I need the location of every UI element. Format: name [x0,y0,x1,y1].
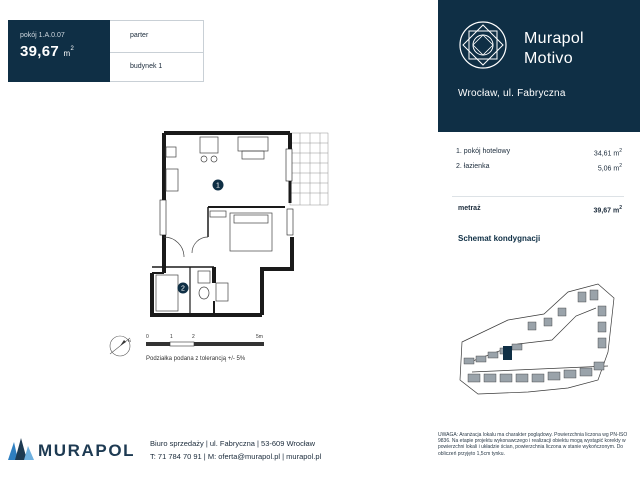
rooms-divider [452,196,624,197]
total-area-row [458,205,622,215]
balcony-hatch [290,133,328,205]
svg-text:2: 2 [181,285,185,293]
room-label: 1. pokój hotelowy [456,148,511,155]
unit-area-value: 39,67 [20,43,60,60]
room-marker-1 [213,180,224,191]
room-row-2 [456,163,622,173]
svg-text:5m: 5m [256,334,263,340]
sales-office-address: Biuro sprzedaży | ul. Fabryczna | 53-609 Wrocław [150,439,316,448]
total-area: 39,67 $m^2$ [593,205,622,215]
murapol-logo-icon [8,438,34,460]
unit-area-unit-sup: 2 [70,46,75,52]
room-row-1 [456,148,622,158]
floor-scheme-map [448,262,624,412]
svg-text:0: 0 [146,334,149,340]
unit-area [20,43,110,60]
brand-name-motivo: Motivo [524,50,573,67]
murapol-wordmark: MURAPOL [38,441,136,460]
contact-details: T: 71 784 70 91 | M: oferta@murapol.pl | murapol.pl [150,452,322,461]
floor-plan-drawing [140,125,340,325]
brand-name-murapol: Murapol [524,30,584,47]
room-label: 2. łazienka [456,163,490,170]
svg-text:1: 1 [170,334,173,340]
building-label: budynek 1 [130,63,163,70]
unit-location-marker [503,346,512,360]
floor-scheme-title: Schemat kondygnacji [458,234,541,243]
furniture [156,137,272,311]
unit-area-unit: m [63,49,71,58]
disclaimer-text: UWAGA: Aranżacja lokalu ma charakter poglądowy. Powierzchnia liczona wg PN-ISO 9836. Na etapie projektu wykonawczego i realizacji obiektu mogą wystąpić korekty w powierzchni lokali i układzie ścian, powierzchnia liczona w stanie wykończonym. Do obliczeń przyjęto 1,5cm tynku. [438,432,628,457]
floor-info-box [110,20,204,82]
walls [152,133,292,315]
svg-text:N: N [128,338,131,343]
total-label: metraż [458,205,481,212]
room-area: 34,61 $m^2$ [593,148,622,158]
brand-panel [438,0,640,132]
floor-label: parter [130,32,149,39]
windows [160,149,293,235]
floor-divider [110,52,203,53]
room-marker-2 [178,283,189,294]
tolerance-note: Podziałka podana z tolerancją +/- 5% [146,356,246,362]
room-area: 5,06 $m^2$ [597,163,622,173]
unit-summary-box [8,20,110,82]
unit-code: pokój 1.A.0.07 [20,32,65,39]
motivo-logo-icon [458,20,508,70]
svg-text:1: 1 [216,182,220,190]
scale-bar [142,330,272,350]
brand-address: Wrocław, ul. Fabryczna [458,88,566,99]
north-compass-icon [106,332,134,360]
svg-text:2: 2 [192,334,195,340]
